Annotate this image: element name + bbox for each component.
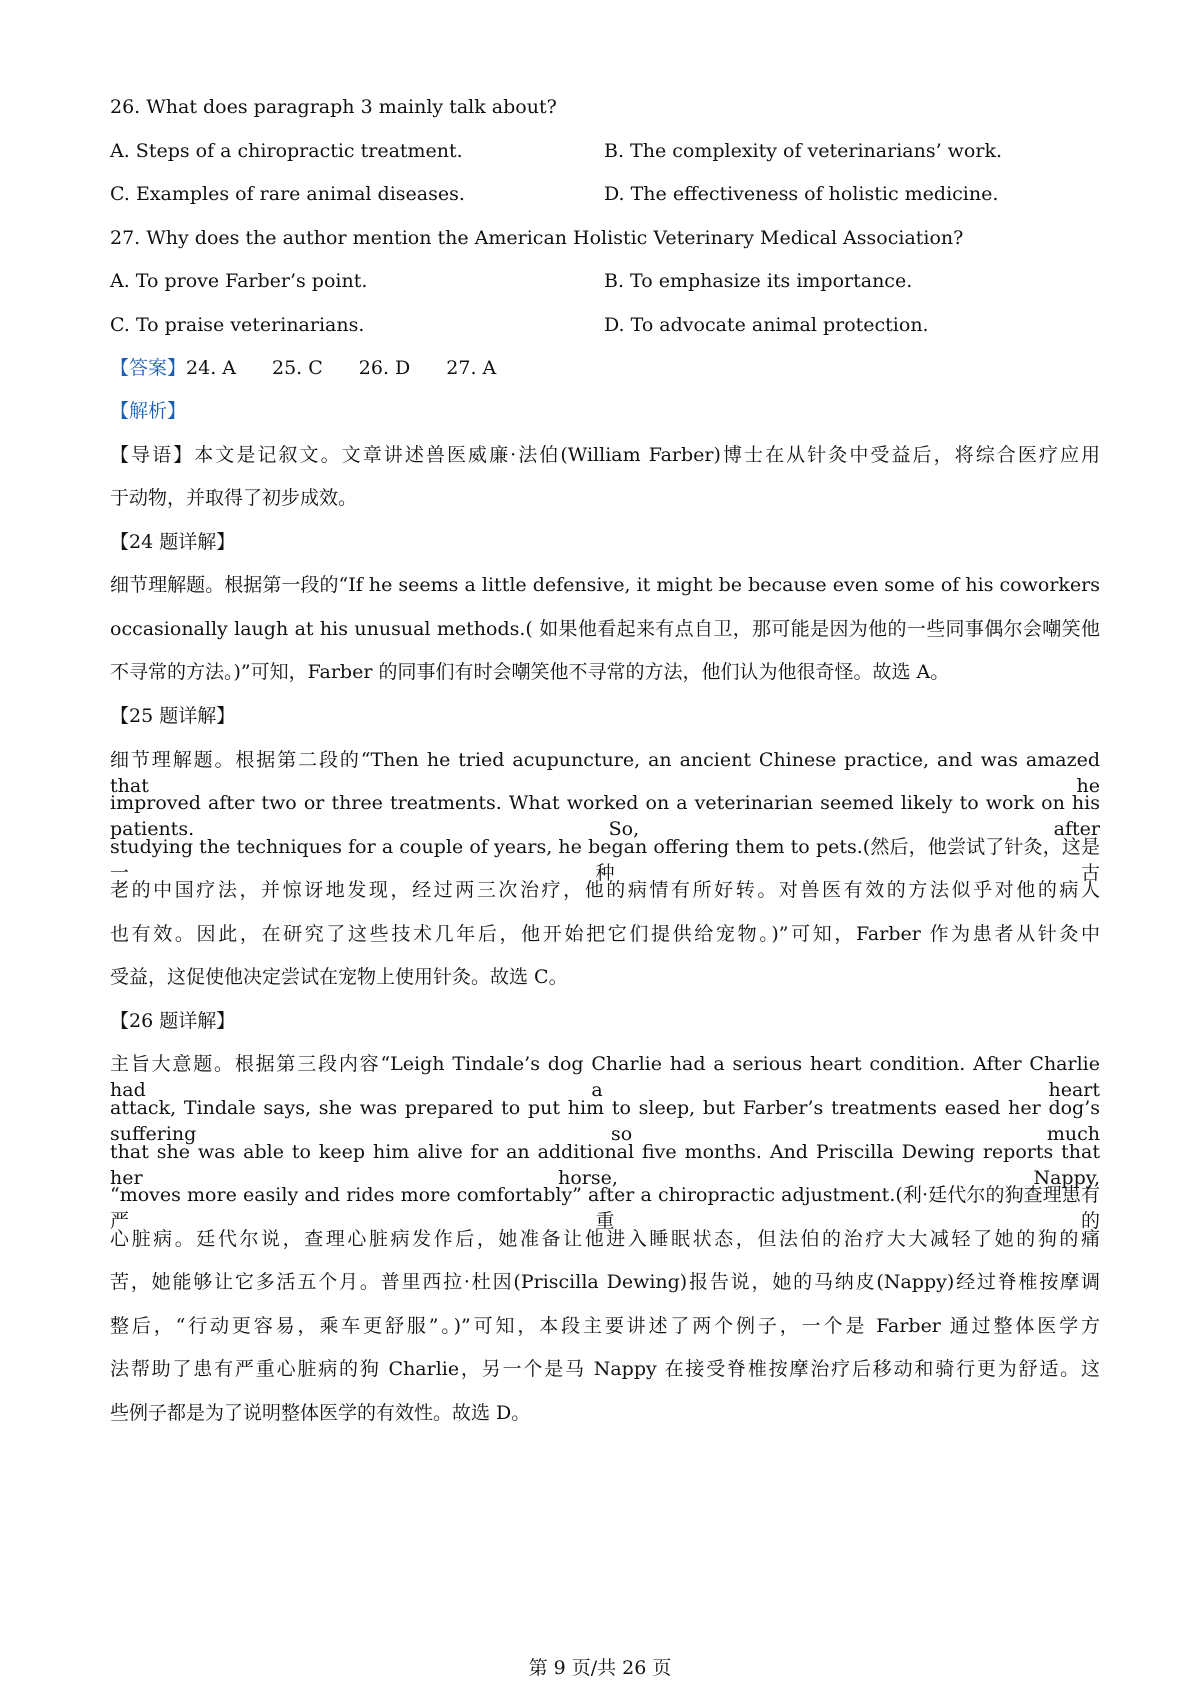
q27-option-d: D. To advocate animal protection.: [604, 314, 929, 336]
question-26: 26. What does paragraph 3 mainly talk about?: [110, 96, 557, 118]
q25-detail-heading: 【25 题详解】: [110, 705, 236, 727]
q26-detail-line: 主旨大意题。根据第三段内容“Leigh Tindale’s dog Charlie had a serious heart condition. After Charlie had a heart: [110, 1053, 1100, 1101]
q26-detail-line: 心脏病。廷代尔说，查理心脏病发作后，她准备让他进入睡眠状态，但法伯的治疗大大减轻了她的狗的痛: [110, 1228, 1100, 1250]
intro-line: 于动物，并取得了初步成效。: [110, 487, 358, 509]
q24-detail-line: 不寻常的方法。)”可知，Farber 的同事们有时会嘲笑他不寻常的方法，他们认为他很奇怪。故选 A。: [110, 661, 950, 683]
q26-detail-line: that she was able to keep him alive for an additional five months. And Priscilla Dewing reports that her horse, Nappy,: [110, 1141, 1100, 1189]
q24-detail-heading: 【24 题详解】: [110, 531, 236, 553]
q26-option-a: A. Steps of a chiropractic treatment.: [110, 140, 463, 162]
q26-option-d: D. The effectiveness of holistic medicine.: [604, 183, 999, 205]
q25-detail-line: 老的中国疗法，并惊讶地发现，经过两三次治疗，他的病情有所好转。对兽医有效的方法似乎对他的病人: [110, 879, 1100, 901]
q27-option-a: A. To prove Farber’s point.: [110, 270, 368, 292]
q26-detail-line: 苦，她能够让它多活五个月。普里西拉·杜因(Priscilla Dewing)报告说，她的马纳皮(Nappy)经过脊椎按摩调: [110, 1271, 1100, 1293]
q25-detail-line: studying the techniques for a couple of years, he began offering them to pets.(然后，他尝试了针灸，这是一种古: [110, 836, 1100, 884]
answer-label: 【答案】: [110, 357, 187, 379]
q26-detail-line: 整后，“行动更容易，乘车更舒服”。)”可知，本段主要讲述了两个例子，一个是 Farber 通过整体医学方: [110, 1315, 1100, 1337]
q26-detail-heading: 【26 题详解】: [110, 1010, 236, 1032]
q27-option-c: C. To praise veterinarians.: [110, 314, 365, 336]
analysis-label: 【解析】: [110, 400, 187, 422]
q25-detail-line: improved after two or three treatments. What worked on a veterinarian seemed likely to work on his patients. So, after: [110, 792, 1100, 840]
q26-detail-line: 法帮助了患有严重心脏病的狗 Charlie，另一个是马 Nappy 在接受脊椎按摩治疗后移动和骑行更为舒适。这: [110, 1358, 1100, 1380]
q25-detail-line: 受益，这促使他决定尝试在宠物上使用针灸。故选 C。: [110, 966, 568, 988]
q25-detail-line: 细节理解题。根据第二段的“Then he tried acupuncture, an ancient Chinese practice, and was amazed that he: [110, 749, 1100, 797]
answer-item: 26. D: [358, 357, 411, 379]
q27-option-b: B. To emphasize its importance.: [604, 270, 913, 292]
answer-line: [110, 355, 532, 381]
question-27: 27. Why does the author mention the American Holistic Veterinary Medical Association?: [110, 227, 964, 249]
q26-option-c: C. Examples of rare animal diseases.: [110, 183, 465, 205]
page-number: 第 9 页/共 26 页: [528, 1657, 672, 1679]
q24-detail-line: 细节理解题。根据第一段的“If he seems a little defensive, it might be because even some of his coworkers: [110, 574, 1100, 596]
q24-detail-line: occasionally laugh at his unusual methods.( 如果他看起来有点自卫，那可能是因为他的一些同事偶尔会嘲笑他: [110, 618, 1100, 640]
answer-item: 25. C: [272, 357, 323, 379]
intro-line: 【导语】本文是记叙文。文章讲述兽医威廉·法伯(William Farber)博士在从针灸中受益后，将综合医疗应用: [110, 444, 1100, 466]
q26-option-b: B. The complexity of veterinarians’ work.: [604, 140, 1002, 162]
q26-detail-line: attack, Tindale says, she was prepared to put him to sleep, but Farber’s treatments eased her dog’s suffering so much: [110, 1097, 1100, 1145]
q26-detail-line: “moves more easily and rides more comfortably” after a chiropractic adjustment.(利·廷代尔的狗查理患有严重的: [110, 1184, 1100, 1232]
q26-detail-line: 些例子都是为了说明整体医学的有效性。故选 D。: [110, 1402, 531, 1424]
answer-item: 24. A: [186, 357, 236, 379]
answer-item: 27. A: [446, 357, 497, 379]
q25-detail-line: 也有效。因此，在研究了这些技术几年后，他开始把它们提供给宠物。)”可知，Farber 作为患者从针灸中: [110, 923, 1100, 945]
